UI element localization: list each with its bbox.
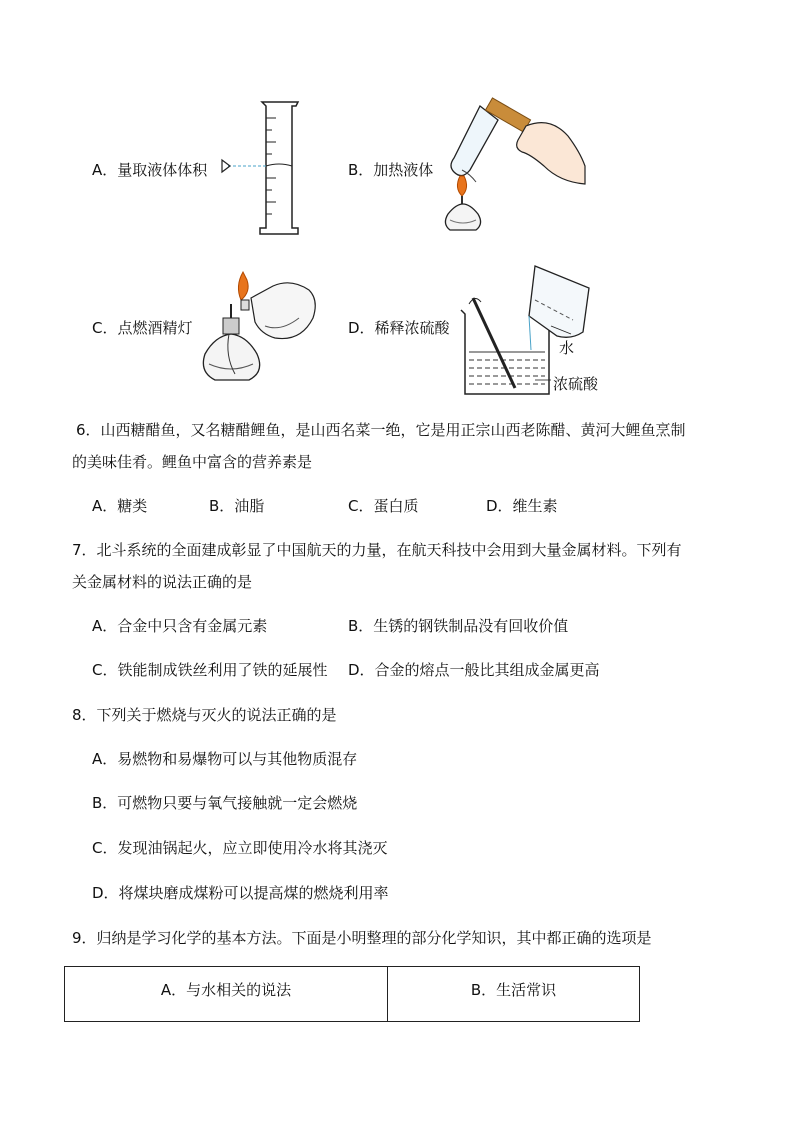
- q7-stem-line1: 7．北斗系统的全面建成彰显了中国航天的力量，在航天科技中会用到大量金属材料。下列有: [72, 541, 682, 559]
- q8-option-b: B．可燃物只要与氧气接触就一定会燃烧: [92, 794, 358, 812]
- q6-stem-line2: 的美味佳肴。鲤鱼中富含的营养素是: [72, 453, 313, 471]
- table-header-b: B．生活常识: [388, 967, 640, 1022]
- table-header-a: A．与水相关的说法: [65, 967, 388, 1022]
- q9-stem: 9．归纳是学习化学的基本方法。下面是小明整理的部分化学知识，其中都正确的选项是: [72, 929, 652, 947]
- q7-option-b: B．生锈的钢铁制品没有回收价值: [348, 617, 569, 635]
- label-water: 水: [559, 339, 575, 357]
- q6-option-a: A．糖类: [92, 497, 148, 515]
- heating-liquid-illustration: [440, 96, 585, 236]
- q7-option-a: A．合金中只含有金属元素: [92, 617, 268, 635]
- q5-option-c: C．点燃酒精灯: [92, 319, 193, 337]
- q7-stem-line2: 关金属材料的说法正确的是: [72, 573, 253, 591]
- label-concentrated-sulfuric-acid: 浓硫酸: [553, 375, 599, 393]
- q9-answer-table: [64, 966, 640, 1022]
- graduated-cylinder-illustration: [220, 100, 300, 240]
- q7-option-d: D．合金的熔点一般比其组成金属更高: [348, 661, 600, 679]
- q6-option-d: D．维生素: [486, 497, 558, 515]
- q6-option-c: C．蛋白质: [348, 497, 419, 515]
- q5-option-b: B．加热液体: [348, 161, 434, 179]
- q7-option-c: C．铁能制成铁丝利用了铁的延展性: [92, 661, 328, 679]
- q5-option-a: A．量取液体体积: [92, 161, 208, 179]
- q6-stem-line1: 6．山西糖醋鱼，又名糖醋鲤鱼，是山西名菜一绝，它是用正宗山西老陈醋、黄河大鲤鱼烹制: [76, 421, 686, 439]
- q8-option-a: A．易燃物和易爆物可以与其他物质混存: [92, 750, 358, 768]
- q8-option-c: C．发现油锅起火，应立即使用冷水将其浇灭: [92, 839, 388, 857]
- q6-option-b: B．油脂: [209, 497, 265, 515]
- q5-option-d: D．稀释浓硫酸: [348, 319, 450, 337]
- q8-stem: 8．下列关于燃烧与灭火的说法正确的是: [72, 706, 337, 724]
- q8-option-d: D．将煤块磨成煤粉可以提高煤的燃烧利用率: [92, 884, 389, 902]
- lighting-alcohol-lamp-illustration: [195, 268, 325, 390]
